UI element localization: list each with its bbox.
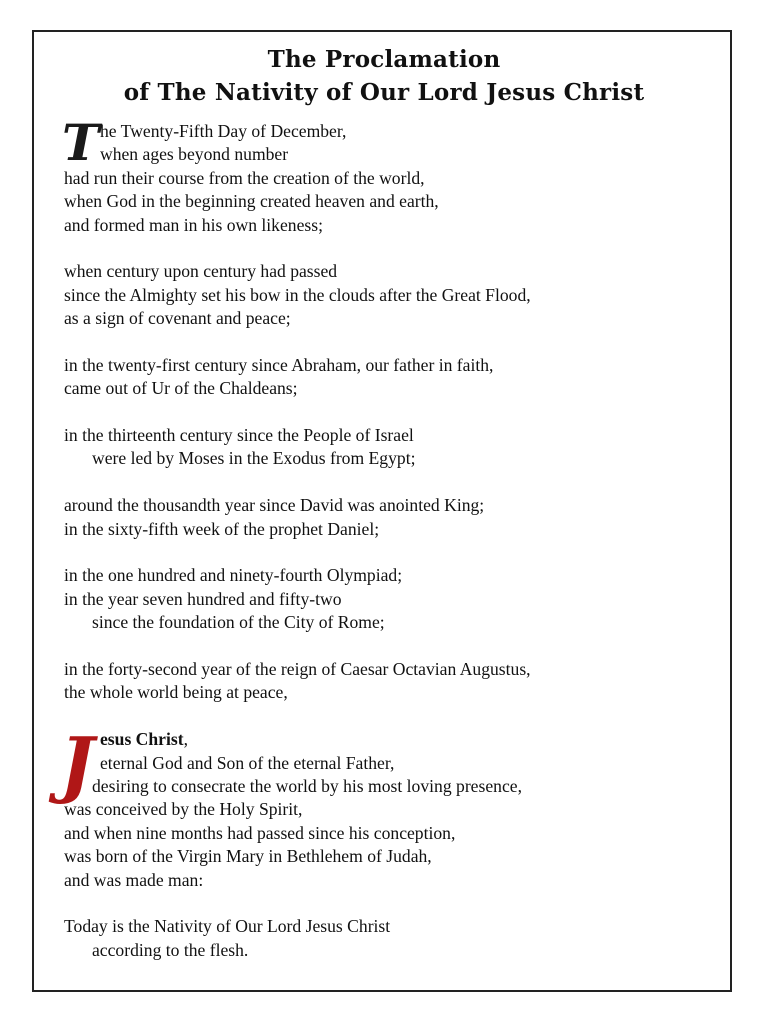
text-line: when century upon century had passed bbox=[64, 261, 338, 282]
jesus-christ-bold: esus Christ bbox=[100, 729, 184, 750]
text-line: came out of Ur of the Chaldeans; bbox=[64, 378, 298, 399]
text-line: was born of the Virgin Mary in Bethlehem of Judah, bbox=[64, 846, 432, 867]
text-line: since the Almighty set his bow in the clouds after the Great Flood, bbox=[64, 284, 531, 305]
text-line: had run their course from the creation of the world, bbox=[64, 167, 425, 188]
text-line: and when nine months had passed since his conception, bbox=[64, 822, 456, 843]
text-line: as a sign of covenant and peace; bbox=[64, 308, 291, 329]
text-line: the whole world being at peace, bbox=[64, 682, 288, 703]
text-line: in the one hundred and ninety-fourth Olympiad; bbox=[64, 565, 403, 586]
text-line: he Twenty-Fifth Day of December, bbox=[100, 121, 347, 141]
paragraph-gap bbox=[64, 635, 724, 658]
text-line: desiring to consecrate the world by his most loving presence, bbox=[92, 775, 522, 796]
paragraph-gap bbox=[64, 705, 724, 728]
text-line: according to the flesh. bbox=[92, 939, 249, 960]
text-line bbox=[64, 728, 724, 751]
text-line: in the thirteenth century since the People of Israel bbox=[64, 425, 414, 446]
dropcap-t: T bbox=[62, 113, 100, 172]
paragraph-gap bbox=[64, 331, 724, 354]
paragraph-gap bbox=[64, 237, 724, 260]
dropcap-j: J bbox=[60, 721, 95, 806]
text-line: were led by Moses in the Exodus from Egypt; bbox=[92, 448, 416, 469]
text-fragment: , bbox=[183, 729, 188, 750]
text-line: when God in the beginning created heaven and earth, bbox=[64, 191, 439, 212]
text-line: eternal God and Son of the eternal Father, bbox=[100, 752, 395, 773]
paragraph-gap bbox=[64, 401, 724, 424]
page-title-line-2: of The Nativity of Our Lord Jesus Christ bbox=[123, 79, 645, 106]
text-line: when ages beyond number bbox=[100, 144, 289, 165]
text-line: in the sixty-fifth week of the prophet Daniel; bbox=[64, 518, 380, 539]
text-line: in the twenty-first century since Abraham, our father in faith, bbox=[64, 354, 494, 375]
proclamation-text bbox=[62, 113, 724, 962]
text-line: was conceived by the Holy Spirit, bbox=[64, 799, 303, 820]
paragraph-gap bbox=[64, 892, 724, 915]
text-line: and formed man in his own likeness; bbox=[64, 214, 323, 235]
text-line: around the thousandth year since David was anointed King; bbox=[64, 495, 485, 516]
text-line: and was made man: bbox=[64, 869, 204, 890]
paragraph-gap bbox=[64, 541, 724, 564]
page-title-line-1: The Proclamation bbox=[267, 46, 501, 73]
text-line: Today is the Nativity of Our Lord Jesus Christ bbox=[64, 916, 391, 937]
paragraph-gap bbox=[64, 471, 724, 494]
text-line: in the year seven hundred and fifty-two bbox=[64, 588, 342, 609]
text-line: in the forty-second year of the reign of Caesar Octavian Augustus, bbox=[64, 658, 531, 679]
text-line: since the foundation of the City of Rome; bbox=[92, 612, 385, 633]
